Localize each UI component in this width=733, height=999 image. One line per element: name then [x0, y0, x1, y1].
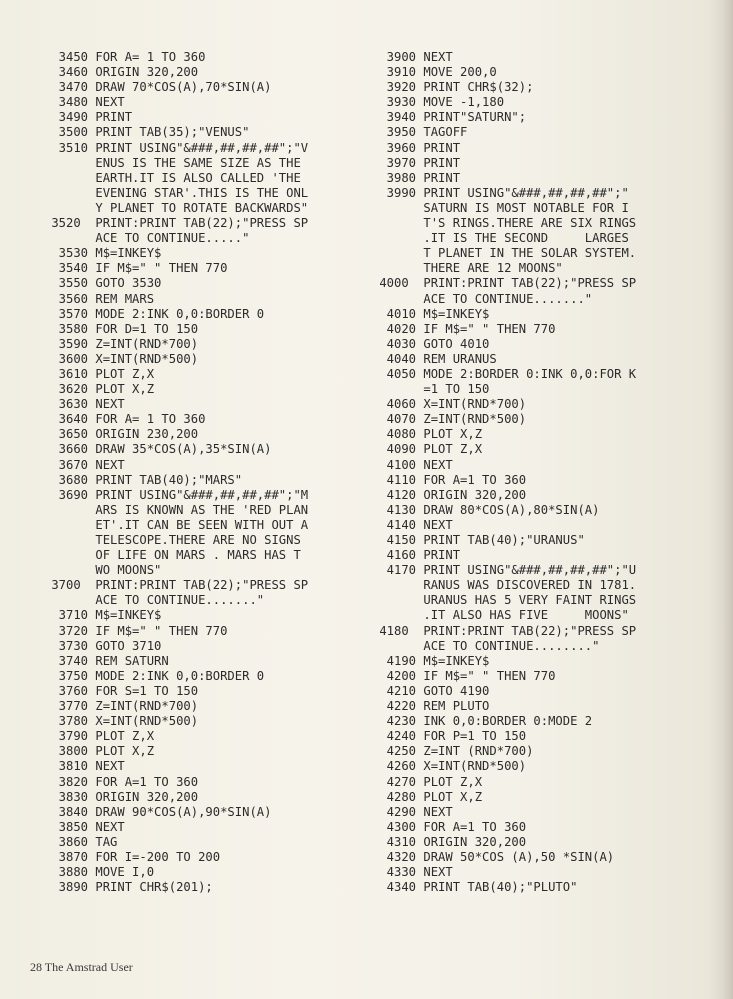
code-line: 4070 Z=INT(RND*500) [372, 412, 527, 427]
code-line: 3800 PLOT X,Z [44, 744, 155, 759]
code-line: 3470 DRAW 70*COS(A),70*SIN(A) [44, 80, 272, 95]
code-line: URANUS HAS 5 VERY FAINT RINGS [372, 593, 637, 608]
code-line: 3580 FOR D=1 TO 150 [44, 321, 199, 336]
code-line: 4340 PRINT TAB(40);"PLUTO" [372, 880, 578, 895]
code-line: 4210 GOTO 4190 [372, 683, 490, 698]
left-listing-column [44, 50, 308, 895]
code-line: 4090 PLOT Z,X [372, 442, 483, 457]
code-line: 3570 MODE 2:INK 0,0:BORDER 0 [44, 306, 265, 321]
code-line: 4250 Z=INT (RND*700) [372, 744, 534, 759]
code-line: 4270 PLOT Z,X [372, 774, 483, 789]
code-line: 3480 NEXT [44, 95, 125, 110]
code-line: 4150 PRINT TAB(40);"URANUS" [372, 533, 585, 547]
code-line: 3460 ORIGIN 320,200 [44, 65, 199, 80]
code-line: 3670 NEXT [44, 457, 125, 472]
code-line: 4080 PLOT X,Z [372, 427, 483, 442]
page-footer [30, 960, 133, 975]
code-line: 4290 NEXT [372, 804, 453, 819]
code-line: 4050 MODE 2:BORDER 0:INK 0,0:FOR K [372, 366, 637, 381]
code-line: 3510 PRINT USING"&###,##,##,##";"V [44, 140, 309, 155]
code-line: 3730 GOTO 3710 [44, 638, 162, 653]
code-line: 3840 DRAW 90*COS(A),90*SIN(A) [44, 804, 272, 819]
code-line: 3990 PRINT USING"&###,##,##,##";" [372, 185, 629, 200]
code-line: 4030 GOTO 4010 [372, 336, 490, 351]
code-line: 4260 X=INT(RND*500) [372, 759, 527, 774]
code-line: OF LIFE ON MARS . MARS HAS T [44, 548, 301, 563]
code-line: 3930 MOVE -1,180 [372, 95, 505, 110]
code-line: =1 TO 150 [372, 382, 490, 397]
code-line: 4300 FOR A=1 TO 360 [372, 819, 527, 834]
code-line: 4060 X=INT(RND*700) [372, 397, 527, 412]
code-line: 3770 Z=INT(RND*700) [44, 699, 199, 714]
code-line: 3960 PRINT [372, 140, 461, 155]
code-line: 4040 REM URANUS [372, 351, 497, 366]
code-line: ET'.IT CAN BE SEEN WITH OUT A [44, 517, 309, 532]
code-line: 3610 PLOT Z,X [44, 366, 155, 381]
page-number: 28 [30, 960, 42, 974]
code-line: THERE ARE 12 MOONS" [372, 261, 563, 276]
code-line: 3830 ORIGIN 320,200 [44, 789, 199, 804]
code-line: 3980 PRINT [372, 170, 461, 185]
code-line: 3820 FOR A=1 TO 360 [44, 774, 199, 789]
code-line: 3790 PLOT Z,X [44, 729, 155, 744]
code-line: 3870 FOR I=-200 TO 200 [44, 849, 221, 864]
code-line: 3710 M$=INKEY$ [44, 608, 162, 623]
code-line: .IT ALSO HAS FIVE MOONS" [372, 608, 629, 623]
code-line: 4020 IF M$=" " THEN 770 [372, 321, 556, 336]
code-line: 4180 PRINT:PRINT TAB(22);"PRESS SP [372, 623, 637, 638]
code-line: SATURN IS MOST NOTABLE FOR I [372, 200, 629, 215]
code-line: TELESCOPE.THERE ARE NO SIGNS [44, 533, 301, 547]
code-line: 3900 NEXT [372, 50, 453, 64]
code-line: 3690 PRINT USING"&###,##,##,##";"M [44, 487, 309, 502]
code-line: 3740 REM SATURN [44, 653, 169, 668]
code-line: RANUS WAS DISCOVERED IN 1781. [372, 578, 637, 593]
code-line: ACE TO CONTINUE....." [44, 231, 250, 246]
code-line: 4120 ORIGIN 320,200 [372, 487, 527, 502]
code-line: 4310 ORIGIN 320,200 [372, 834, 527, 849]
code-line: WO MOONS" [44, 563, 162, 578]
code-line: EVENING STAR'.THIS IS THE ONL [44, 185, 309, 200]
code-line: 3530 M$=INKEY$ [44, 246, 162, 261]
code-line: ACE TO CONTINUE......." [372, 291, 593, 306]
code-line: 3640 FOR A= 1 TO 360 [44, 412, 206, 427]
code-line: 3550 GOTO 3530 [44, 276, 162, 291]
code-line: 3700 PRINT:PRINT TAB(22);"PRESS SP [44, 578, 309, 593]
code-line: 3650 ORIGIN 230,200 [44, 427, 199, 442]
code-line: 4200 IF M$=" " THEN 770 [372, 668, 556, 683]
code-line: 3760 FOR S=1 TO 150 [44, 683, 199, 698]
code-line: 3810 NEXT [44, 759, 125, 774]
code-line: 3750 MODE 2:INK 0,0:BORDER 0 [44, 668, 265, 683]
code-line: 4110 FOR A=1 TO 360 [372, 472, 527, 487]
code-line: 4240 FOR P=1 TO 150 [372, 729, 527, 744]
code-line: 3500 PRINT TAB(35);"VENUS" [44, 125, 250, 140]
code-line: ACE TO CONTINUE........" [372, 638, 600, 653]
publication-name: The Amstrad User [44, 960, 133, 974]
code-line: 3560 REM MARS [44, 291, 155, 306]
code-line: 3600 X=INT(RND*500) [44, 351, 199, 366]
code-line: 3970 PRINT [372, 155, 461, 170]
code-line: 3920 PRINT CHR$(32); [372, 80, 534, 95]
code-line: 3850 NEXT [44, 819, 125, 834]
code-line: Y PLANET TO ROTATE BACKWARDS" [44, 200, 309, 215]
code-line: 3490 PRINT [44, 110, 133, 125]
code-line: 3520 PRINT:PRINT TAB(22);"PRESS SP [44, 216, 309, 231]
code-line: 4140 NEXT [372, 517, 453, 532]
code-line: 4320 DRAW 50*COS (A),50 *SIN(A) [372, 849, 615, 864]
code-line: T PLANET IN THE SOLAR SYSTEM. [372, 246, 637, 261]
code-line: 4190 M$=INKEY$ [372, 653, 490, 668]
code-line: 3910 MOVE 200,0 [372, 65, 497, 80]
code-line: 3890 PRINT CHR$(201); [44, 880, 213, 895]
page-spine-shadow [707, 0, 733, 999]
code-line: 3860 TAG [44, 834, 118, 849]
code-line: 3880 MOVE I,0 [44, 865, 155, 880]
code-line: 3620 PLOT X,Z [44, 382, 155, 397]
code-line: ARS IS KNOWN AS THE 'RED PLAN [44, 502, 309, 517]
code-line: T'S RINGS.THERE ARE SIX RINGS [372, 216, 637, 231]
code-line: 3940 PRINT"SATURN"; [372, 110, 527, 125]
code-line: 4230 INK 0,0:BORDER 0:MODE 2 [372, 714, 593, 729]
code-line: 3950 TAGOFF [372, 125, 468, 140]
code-line: EARTH.IT IS ALSO CALLED 'THE [44, 170, 301, 185]
code-line: ACE TO CONTINUE......." [44, 593, 265, 608]
code-line: ENUS IS THE SAME SIZE AS THE [44, 155, 301, 170]
code-line: 4010 M$=INKEY$ [372, 306, 490, 321]
right-listing-column [372, 50, 636, 895]
code-line: 4000 PRINT:PRINT TAB(22);"PRESS SP [372, 276, 637, 291]
code-line: 4220 REM PLUTO [372, 699, 490, 714]
code-line: 3720 IF M$=" " THEN 770 [44, 623, 228, 638]
code-line: 4330 NEXT [372, 865, 453, 880]
code-line: 4280 PLOT X,Z [372, 789, 483, 804]
code-line: 4170 PRINT USING"&###,##,##,##";"U [372, 563, 637, 578]
code-line: .IT IS THE SECOND LARGES [372, 231, 629, 246]
code-line: 3780 X=INT(RND*500) [44, 714, 199, 729]
code-line: 3680 PRINT TAB(40);"MARS" [44, 472, 243, 487]
code-line: 3660 DRAW 35*COS(A),35*SIN(A) [44, 442, 272, 457]
code-line: 3450 FOR A= 1 TO 360 [44, 50, 206, 64]
code-line: 3540 IF M$=" " THEN 770 [44, 261, 228, 276]
code-line: 4100 NEXT [372, 457, 453, 472]
code-line: 4130 DRAW 80*COS(A),80*SIN(A) [372, 502, 600, 517]
code-line: 3590 Z=INT(RND*700) [44, 336, 199, 351]
code-line: 4160 PRINT [372, 548, 461, 563]
code-line: 3630 NEXT [44, 397, 125, 412]
